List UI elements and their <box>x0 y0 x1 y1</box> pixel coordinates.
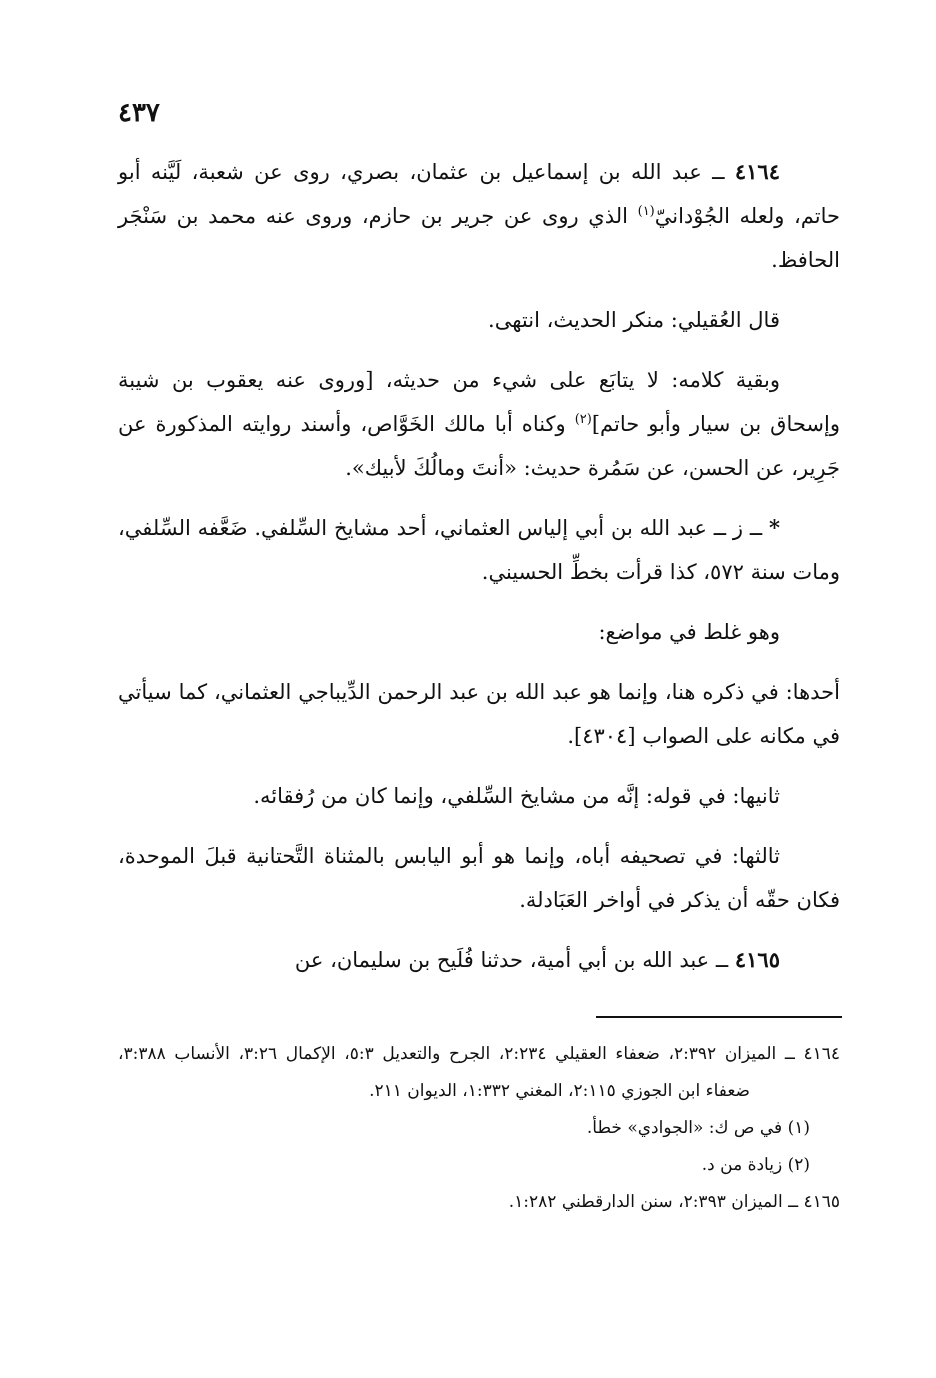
paragraph <box>118 358 840 490</box>
footnote-sources-4165: ٤١٦٥ ــ الميزان ٢:٣٩٣، سنن الدارقطني ١:٢٨٢. <box>508 1192 840 1212</box>
entry-addition <box>118 506 840 594</box>
paragraph: وهو غلط في مواضع: <box>598 620 780 644</box>
entry-text: ــ عبد الله بن إسماعيل بن عثمان، بصري، روى عن شعبة، لَيَّنه أبو حاتم، ولعله الجُوْدانيّ <box>118 160 840 228</box>
page-number: ٤٣٧ <box>118 98 160 128</box>
footnote-marker: (١) <box>637 204 655 219</box>
footnote-2: (٢) زيادة من د. <box>701 1155 810 1175</box>
paragraph: ثانيها: في قوله: إنَّه من مشايخ السِّلفي، وإنما كان من رُفقائه. <box>253 784 780 808</box>
footnote-1: (١) في ص ك: «الجوادي» خطأ. <box>586 1118 810 1138</box>
entry-number: ٤١٦٥ <box>734 947 780 972</box>
paragraph-text: وكناه أبا مالك الخَوَّاص، وأسند روايته المذكورة عن جَرِير، عن الحسن، عن سَمُرة حديث: «أنتَ ومالُكَ لأبيك». <box>118 412 840 480</box>
footnote-marker: (٢) <box>574 412 592 427</box>
entry-text: الذي روى عن جرير بن حازم، وروى عنه محمد بن سَنْجَر الحافظ. <box>118 204 840 272</box>
entry-text: ــ عبد الله بن أبي أمية، حدثنا فُلَيح بن سليمان، عن <box>294 948 735 972</box>
footnote-sources-4164: ٤١٦٤ ــ الميزان ٢:٣٩٢، ضعفاء العقيلي ٢:٢٣٤، الجرح والتعديل ٥:٣، الإكمال ٣:٢٦، الأنساب ٣:٣٨٨، ضعفاء ابن الجوزي ٢:١١٥، المغني ١:٣٣٢، الديوان ٢١١. <box>118 1044 841 1101</box>
paragraph-text: وبقية كلامه: لا يتابَع على شيء من حديثه، [وروى عنه يعقوب بن شيبة وإسحاق بن سيار وأبو حاتم] <box>118 368 840 436</box>
main-text <box>118 150 840 998</box>
footnotes <box>118 1036 840 1221</box>
footnote-divider <box>596 1016 842 1018</box>
entry-number: ٤١٦٤ <box>734 159 780 184</box>
star-marker: * <box>769 515 780 540</box>
entry-text: ــ ز ــ عبد الله بن أبي إلياس العثماني، أحد مشايخ السِّلفي. ضَعَّفه السِّلفي، ومات سنة ٥٧٢، كذا قرأت بخطِّ الحسيني. <box>118 516 840 584</box>
paragraph: أحدها: في ذكره هنا، وإنما هو عبد الله بن عبد الرحمن الدِّيباجي العثماني، كما سيأتي في مكانه على الصواب [٤٣٠٤]. <box>118 680 840 748</box>
paragraph: قال العُقيلي: منكر الحديث، انتهى. <box>488 308 780 332</box>
paragraph: ثالثها: في تصحيفه أباه، وإنما هو أبو اليابس بالمثناة التَّحتانية قبلَ الموحدة، فكان حقّه أن يذكر في أواخر العَبَادلة. <box>118 844 840 912</box>
entry-4164 <box>118 150 840 282</box>
entry-4165 <box>118 938 840 982</box>
